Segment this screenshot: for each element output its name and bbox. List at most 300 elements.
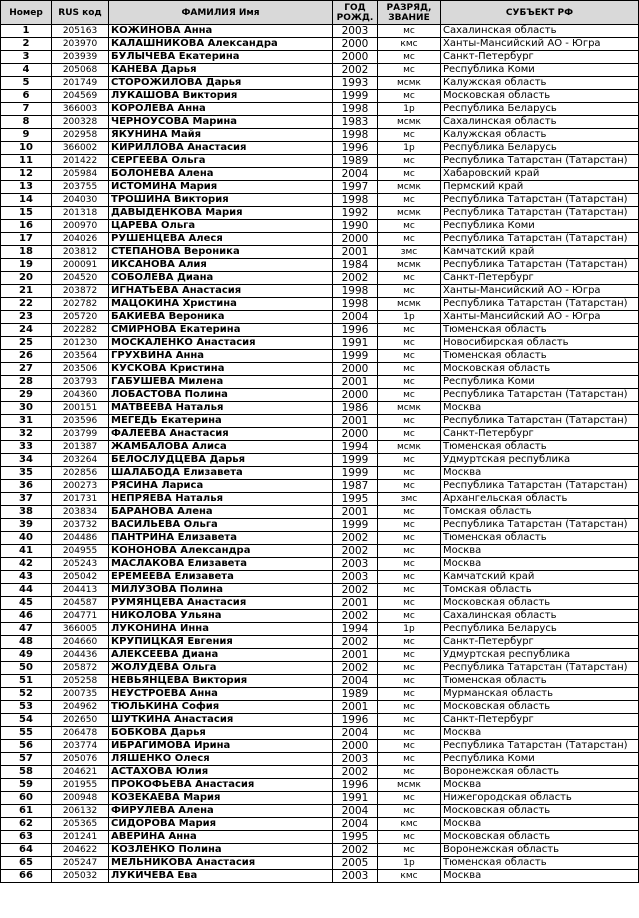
cell-rank: 1р — [378, 623, 441, 636]
table-row — [1, 532, 639, 545]
cell-rank: мс — [378, 272, 441, 285]
table-row — [1, 246, 639, 259]
cell-birth-year: 2002 — [333, 610, 378, 623]
cell-rus-code: 203774 — [52, 740, 109, 753]
cell-rus-code: 204771 — [52, 610, 109, 623]
cell-rus-code: 366005 — [52, 623, 109, 636]
cell-name: ИСТОМИНА Мария — [109, 181, 333, 194]
cell-rus-code: 201422 — [52, 155, 109, 168]
cell-rank: мс — [378, 337, 441, 350]
cell-region: Ханты-Мансийский АО - Югра — [441, 285, 639, 298]
cell-rus-code: 206132 — [52, 805, 109, 818]
cell-number: 24 — [1, 324, 52, 337]
cell-region: Ханты-Мансийский АО - Югра — [441, 38, 639, 51]
cell-region: Сахалинская область — [441, 25, 639, 38]
cell-region: Санкт-Петербург — [441, 428, 639, 441]
table-row — [1, 636, 639, 649]
cell-birth-year: 2000 — [333, 51, 378, 64]
cell-rus-code: 201387 — [52, 441, 109, 454]
cell-birth-year: 1994 — [333, 623, 378, 636]
cell-birth-year: 2000 — [333, 233, 378, 246]
table-row — [1, 805, 639, 818]
cell-region: Томская область — [441, 584, 639, 597]
cell-birth-year: 2004 — [333, 168, 378, 181]
cell-rank: мс — [378, 428, 441, 441]
cell-name: БЕЛОСЛУДЦЕВА Дарья — [109, 454, 333, 467]
cell-rus-code: 204360 — [52, 389, 109, 402]
cell-birth-year: 1998 — [333, 194, 378, 207]
cell-birth-year: 1999 — [333, 519, 378, 532]
cell-name: ШУТКИНА Анастасия — [109, 714, 333, 727]
cell-name: ЦАРЕВА Ольга — [109, 220, 333, 233]
cell-birth-year: 1987 — [333, 480, 378, 493]
cell-region: Нижегородская область — [441, 792, 639, 805]
cell-name: ЖАМБАЛОВА Алиса — [109, 441, 333, 454]
cell-number: 5 — [1, 77, 52, 90]
cell-number: 36 — [1, 480, 52, 493]
cell-rank: мсмк — [378, 298, 441, 311]
cell-birth-year: 1999 — [333, 454, 378, 467]
cell-name: ЛУКИЧЕВА Ева — [109, 870, 333, 883]
cell-number: 56 — [1, 740, 52, 753]
cell-number: 9 — [1, 129, 52, 142]
cell-birth-year: 2001 — [333, 506, 378, 519]
cell-number: 16 — [1, 220, 52, 233]
cell-rank: кмс — [378, 818, 441, 831]
cell-number: 51 — [1, 675, 52, 688]
table-row — [1, 25, 639, 38]
cell-region: Московская область — [441, 597, 639, 610]
header-number — [1, 1, 52, 25]
cell-rank: мс — [378, 194, 441, 207]
header-rus-code-text: RUS код — [58, 7, 102, 18]
table-row — [1, 792, 639, 805]
cell-rus-code: 205163 — [52, 25, 109, 38]
table-row — [1, 662, 639, 675]
cell-birth-year: 1992 — [333, 207, 378, 220]
cell-birth-year: 2005 — [333, 857, 378, 870]
cell-region: Московская область — [441, 701, 639, 714]
cell-name: КОЖИНОВА Анна — [109, 25, 333, 38]
cell-rus-code: 200735 — [52, 688, 109, 701]
cell-name: ТРОШИНА Виктория — [109, 194, 333, 207]
table-row — [1, 506, 639, 519]
cell-rus-code: 203732 — [52, 519, 109, 532]
cell-name: НИКОЛОВА Ульяна — [109, 610, 333, 623]
cell-birth-year: 2003 — [333, 870, 378, 883]
table-row — [1, 389, 639, 402]
header-name — [109, 1, 333, 25]
table-row — [1, 480, 639, 493]
cell-number: 54 — [1, 714, 52, 727]
cell-rus-code: 200970 — [52, 220, 109, 233]
cell-rank: мс — [378, 506, 441, 519]
cell-rus-code: 205247 — [52, 857, 109, 870]
cell-number: 28 — [1, 376, 52, 389]
cell-number: 60 — [1, 792, 52, 805]
cell-region: Удмуртская республика — [441, 454, 639, 467]
cell-birth-year: 2000 — [333, 363, 378, 376]
cell-rus-code: 204569 — [52, 90, 109, 103]
cell-name: ИКСАНОВА Алия — [109, 259, 333, 272]
cell-name: ЖОЛУДЕВА Ольга — [109, 662, 333, 675]
cell-birth-year: 1990 — [333, 220, 378, 233]
cell-region: Москва — [441, 545, 639, 558]
cell-name: ШАЛАБОДА Елизавета — [109, 467, 333, 480]
cell-name: АЛЕКСЕЕВА Диана — [109, 649, 333, 662]
cell-name: БОЛОНЕВА Алена — [109, 168, 333, 181]
header-rank — [378, 1, 441, 25]
cell-number: 6 — [1, 90, 52, 103]
header-region — [441, 1, 639, 25]
cell-rus-code: 203872 — [52, 285, 109, 298]
cell-rank: мс — [378, 519, 441, 532]
cell-birth-year: 2003 — [333, 571, 378, 584]
header-region-text: СУБЪЕКТ РФ — [505, 7, 574, 18]
cell-region: Москва — [441, 818, 639, 831]
cell-rank: мс — [378, 64, 441, 77]
cell-name: ЯКУНИНА Майя — [109, 129, 333, 142]
table-body — [1, 25, 639, 883]
cell-rus-code: 205032 — [52, 870, 109, 883]
table-row — [1, 649, 639, 662]
cell-birth-year: 2002 — [333, 272, 378, 285]
cell-rus-code: 205258 — [52, 675, 109, 688]
cell-number: 32 — [1, 428, 52, 441]
cell-rank: мсмк — [378, 77, 441, 90]
cell-number: 62 — [1, 818, 52, 831]
cell-number: 10 — [1, 142, 52, 155]
cell-rus-code: 202856 — [52, 467, 109, 480]
cell-number: 4 — [1, 64, 52, 77]
cell-number: 35 — [1, 467, 52, 480]
table-row — [1, 272, 639, 285]
cell-number: 55 — [1, 727, 52, 740]
table-row — [1, 324, 639, 337]
table-row — [1, 454, 639, 467]
cell-rank: мс — [378, 805, 441, 818]
cell-region: Воронежская область — [441, 766, 639, 779]
table-row — [1, 519, 639, 532]
cell-number: 46 — [1, 610, 52, 623]
cell-name: СИДОРОВА Мария — [109, 818, 333, 831]
cell-region: Калужская область — [441, 129, 639, 142]
cell-region: Республика Татарстан (Татарстан) — [441, 194, 639, 207]
cell-rus-code: 201230 — [52, 337, 109, 350]
cell-birth-year: 2002 — [333, 584, 378, 597]
cell-name: БУЛЫЧЕВА Екатерина — [109, 51, 333, 64]
cell-rus-code: 201731 — [52, 493, 109, 506]
cell-region: Москва — [441, 402, 639, 415]
cell-rank: мс — [378, 727, 441, 740]
cell-region: Тюменская область — [441, 675, 639, 688]
cell-rank: мсмк — [378, 181, 441, 194]
cell-name: КОНОНОВА Александра — [109, 545, 333, 558]
cell-region: Томская область — [441, 506, 639, 519]
table-row — [1, 155, 639, 168]
cell-name: ВАСИЛЬЕВА Ольга — [109, 519, 333, 532]
cell-birth-year: 2001 — [333, 649, 378, 662]
cell-number: 3 — [1, 51, 52, 64]
table-row — [1, 298, 639, 311]
cell-rank: мс — [378, 584, 441, 597]
cell-birth-year: 2002 — [333, 844, 378, 857]
cell-rank: мс — [378, 155, 441, 168]
cell-region: Республика Татарстан (Татарстан) — [441, 389, 639, 402]
cell-birth-year: 1984 — [333, 259, 378, 272]
cell-birth-year: 1998 — [333, 103, 378, 116]
cell-birth-year: 1996 — [333, 324, 378, 337]
cell-rus-code: 366002 — [52, 142, 109, 155]
cell-rank: мс — [378, 558, 441, 571]
cell-rus-code: 200091 — [52, 259, 109, 272]
cell-name: НЕВЬЯНЦЕВА Виктория — [109, 675, 333, 688]
cell-rus-code: 204660 — [52, 636, 109, 649]
cell-rank: мс — [378, 831, 441, 844]
cell-birth-year: 2004 — [333, 311, 378, 324]
cell-rus-code: 205984 — [52, 168, 109, 181]
cell-name: ФАЛЕЕВА Анастасия — [109, 428, 333, 441]
cell-region: Республика Татарстан (Татарстан) — [441, 298, 639, 311]
cell-rus-code: 203793 — [52, 376, 109, 389]
cell-name: АСТАХОВА Юлия — [109, 766, 333, 779]
table-row — [1, 363, 639, 376]
cell-number: 31 — [1, 415, 52, 428]
table-row — [1, 623, 639, 636]
cell-region: Ханты-Мансийский АО - Югра — [441, 311, 639, 324]
cell-region: Москва — [441, 558, 639, 571]
cell-name: ПРОКОФЬЕВА Анастасия — [109, 779, 333, 792]
cell-rus-code: 205365 — [52, 818, 109, 831]
cell-name: КАЛАШНИКОВА Александра — [109, 38, 333, 51]
cell-rus-code: 205076 — [52, 753, 109, 766]
cell-region: Тюменская область — [441, 532, 639, 545]
cell-number: 41 — [1, 545, 52, 558]
cell-birth-year: 2001 — [333, 597, 378, 610]
cell-rank: мс — [378, 792, 441, 805]
cell-rus-code: 201955 — [52, 779, 109, 792]
table-row — [1, 584, 639, 597]
cell-rus-code: 205243 — [52, 558, 109, 571]
cell-rus-code: 203799 — [52, 428, 109, 441]
cell-name: МАЦОКИНА Христина — [109, 298, 333, 311]
cell-name: КОЗЕКАЕВА Мария — [109, 792, 333, 805]
table-row — [1, 402, 639, 415]
cell-rank: мс — [378, 467, 441, 480]
cell-region: Новосибирская область — [441, 337, 639, 350]
header-birth-year-line1: ГОД — [344, 2, 366, 13]
cell-rus-code: 205872 — [52, 662, 109, 675]
table-row — [1, 233, 639, 246]
cell-rank: мс — [378, 662, 441, 675]
cell-name: АВЕРИНА Анна — [109, 831, 333, 844]
cell-name: ЛУКАШОВА Виктория — [109, 90, 333, 103]
cell-rank: мс — [378, 532, 441, 545]
cell-region: Республика Беларусь — [441, 623, 639, 636]
cell-rank: 1р — [378, 311, 441, 324]
cell-rank: мс — [378, 51, 441, 64]
table-row — [1, 168, 639, 181]
cell-rank: мсмк — [378, 207, 441, 220]
cell-region: Тюменская область — [441, 441, 639, 454]
cell-name: ИБРАГИМОВА Ирина — [109, 740, 333, 753]
cell-number: 25 — [1, 337, 52, 350]
cell-name: МОСКАЛЕНКО Анастасия — [109, 337, 333, 350]
cell-region: Республика Коми — [441, 753, 639, 766]
cell-number: 50 — [1, 662, 52, 675]
cell-rank: мс — [378, 415, 441, 428]
cell-number: 14 — [1, 194, 52, 207]
cell-rank: мсмк — [378, 259, 441, 272]
cell-region: Санкт-Петербург — [441, 714, 639, 727]
cell-region: Воронежская область — [441, 844, 639, 857]
table-row — [1, 727, 639, 740]
cell-rus-code: 202782 — [52, 298, 109, 311]
cell-region: Московская область — [441, 90, 639, 103]
cell-rus-code: 203812 — [52, 246, 109, 259]
cell-rank: мс — [378, 714, 441, 727]
cell-region: Республика Коми — [441, 64, 639, 77]
cell-rank: мс — [378, 701, 441, 714]
table-row — [1, 870, 639, 883]
cell-region: Тюменская область — [441, 350, 639, 363]
cell-region: Московская область — [441, 363, 639, 376]
cell-rus-code: 204520 — [52, 272, 109, 285]
cell-number: 13 — [1, 181, 52, 194]
cell-rank: 1р — [378, 142, 441, 155]
table-row — [1, 337, 639, 350]
cell-birth-year: 2001 — [333, 415, 378, 428]
cell-number: 15 — [1, 207, 52, 220]
table-row — [1, 766, 639, 779]
cell-region: Москва — [441, 467, 639, 480]
table-row — [1, 610, 639, 623]
cell-rank: 1р — [378, 103, 441, 116]
cell-rus-code: 204621 — [52, 766, 109, 779]
cell-name: МЕГЕДЬ Екатерина — [109, 415, 333, 428]
cell-name: ДАВЫДЕНКОВА Мария — [109, 207, 333, 220]
cell-rank: мс — [378, 649, 441, 662]
cell-rus-code: 366003 — [52, 103, 109, 116]
table-row — [1, 740, 639, 753]
cell-rus-code: 205720 — [52, 311, 109, 324]
cell-rus-code: 204436 — [52, 649, 109, 662]
cell-region: Санкт-Петербург — [441, 636, 639, 649]
table-row — [1, 38, 639, 51]
cell-region: Санкт-Петербург — [441, 272, 639, 285]
cell-rus-code: 204962 — [52, 701, 109, 714]
cell-birth-year: 1999 — [333, 90, 378, 103]
cell-rus-code: 202650 — [52, 714, 109, 727]
cell-rus-code: 203596 — [52, 415, 109, 428]
table-row — [1, 181, 639, 194]
cell-rus-code: 200328 — [52, 116, 109, 129]
cell-name: КАНЕВА Дарья — [109, 64, 333, 77]
table-row — [1, 90, 639, 103]
cell-name: НЕПРЯЕВА Наталья — [109, 493, 333, 506]
cell-rus-code: 203506 — [52, 363, 109, 376]
cell-name: СОБОЛЕВА Диана — [109, 272, 333, 285]
cell-region: Калужская область — [441, 77, 639, 90]
table-row — [1, 701, 639, 714]
cell-rus-code: 203264 — [52, 454, 109, 467]
cell-birth-year: 1991 — [333, 792, 378, 805]
cell-birth-year: 1995 — [333, 831, 378, 844]
cell-birth-year: 2003 — [333, 558, 378, 571]
cell-region: Тюменская область — [441, 324, 639, 337]
cell-rus-code: 204587 — [52, 597, 109, 610]
table-row — [1, 688, 639, 701]
cell-birth-year: 2000 — [333, 740, 378, 753]
cell-birth-year: 1983 — [333, 116, 378, 129]
cell-birth-year: 2001 — [333, 376, 378, 389]
cell-rank: мс — [378, 376, 441, 389]
table-row — [1, 64, 639, 77]
cell-region: Санкт-Петербург — [441, 51, 639, 64]
cell-region: Мурманская область — [441, 688, 639, 701]
cell-name: МЕЛЬНИКОВА Анастасия — [109, 857, 333, 870]
cell-rank: мс — [378, 766, 441, 779]
cell-name: ТЮЛЬКИНА София — [109, 701, 333, 714]
table-row — [1, 753, 639, 766]
cell-name: ФИРУЛЕВА Алена — [109, 805, 333, 818]
cell-region: Республика Татарстан (Татарстан) — [441, 480, 639, 493]
cell-rank: мс — [378, 480, 441, 493]
cell-birth-year: 1999 — [333, 350, 378, 363]
cell-name: КИРИЛЛОВА Анастасия — [109, 142, 333, 155]
cell-number: 58 — [1, 766, 52, 779]
cell-name: ЛУКОНИНА Инна — [109, 623, 333, 636]
cell-name: ПАНТРИНА Елизавета — [109, 532, 333, 545]
cell-region: Москва — [441, 779, 639, 792]
cell-rank: мс — [378, 285, 441, 298]
cell-birth-year: 2004 — [333, 818, 378, 831]
cell-region: Республика Коми — [441, 376, 639, 389]
cell-number: 20 — [1, 272, 52, 285]
cell-rank: мс — [378, 753, 441, 766]
cell-name: ГРУХВИНА Анна — [109, 350, 333, 363]
table-row — [1, 103, 639, 116]
cell-name: БАКИЕВА Вероника — [109, 311, 333, 324]
cell-number: 30 — [1, 402, 52, 415]
table-row — [1, 493, 639, 506]
cell-number: 43 — [1, 571, 52, 584]
cell-rus-code: 205042 — [52, 571, 109, 584]
cell-region: Республика Коми — [441, 220, 639, 233]
cell-name: СМИРНОВА Екатерина — [109, 324, 333, 337]
cell-rus-code: 204030 — [52, 194, 109, 207]
cell-birth-year: 1996 — [333, 779, 378, 792]
cell-number: 38 — [1, 506, 52, 519]
cell-birth-year: 2002 — [333, 64, 378, 77]
cell-number: 61 — [1, 805, 52, 818]
cell-birth-year: 1996 — [333, 142, 378, 155]
cell-birth-year: 1986 — [333, 402, 378, 415]
cell-number: 44 — [1, 584, 52, 597]
cell-number: 64 — [1, 844, 52, 857]
cell-rank: мсмк — [378, 441, 441, 454]
cell-number: 52 — [1, 688, 52, 701]
cell-birth-year: 2002 — [333, 545, 378, 558]
table-row — [1, 467, 639, 480]
cell-rank: кмс — [378, 870, 441, 883]
cell-rank: мс — [378, 844, 441, 857]
cell-birth-year: 1998 — [333, 129, 378, 142]
table-row — [1, 545, 639, 558]
cell-rus-code: 206478 — [52, 727, 109, 740]
table-row — [1, 675, 639, 688]
cell-rank: 1р — [378, 857, 441, 870]
